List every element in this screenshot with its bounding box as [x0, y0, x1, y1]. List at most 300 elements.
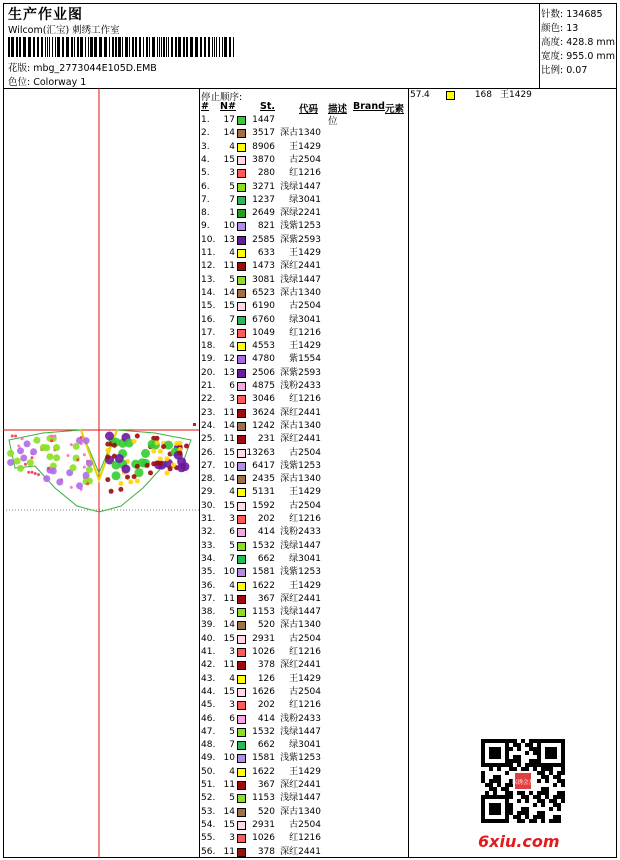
row-stitches: 126 [257, 673, 275, 684]
row-index: 22. [201, 394, 216, 405]
row-needle: 1 [229, 208, 235, 219]
col-header-brand: Brand [353, 101, 385, 112]
row-stitches: 1473 [252, 261, 275, 272]
row-needle: 4 [229, 248, 235, 258]
row-stitches: 1447 [252, 115, 275, 125]
row-needle: 4 [229, 673, 235, 684]
row-stitches: 821 [257, 221, 275, 232]
row-needle: 5 [229, 793, 235, 804]
design-name: 花版: mbg_2773044E105D.EMB [8, 63, 157, 74]
row-code: 深红2441 [280, 261, 321, 272]
row-code: 浅绿1447 [280, 793, 321, 804]
row-index: 34. [201, 553, 216, 564]
row-needle: 15 [223, 301, 235, 312]
row-code: 红1216 [289, 514, 321, 524]
row-needle: 6 [229, 527, 235, 538]
color-swatch [446, 91, 455, 100]
row-needle: 15 [223, 154, 235, 165]
row-stitches: 633 [257, 248, 275, 258]
row-index: 39. [201, 620, 216, 631]
row-index: 1. [201, 115, 210, 125]
row-stitches: 2435 [252, 474, 275, 485]
row-stitches: 6417 [252, 460, 275, 471]
table-row [199, 606, 409, 619]
row-index: 15. [201, 301, 216, 312]
row-stitches: 231 [257, 434, 275, 445]
row-stitches: 2585 [252, 234, 275, 245]
row-stitches: 1049 [252, 327, 275, 338]
table-row [199, 114, 409, 127]
table-row [199, 540, 409, 553]
row-code: 绿3041 [289, 553, 321, 564]
row-code: 深紫2593 [280, 367, 321, 378]
meta-stitches: 针数: 134685 [541, 9, 603, 20]
row-code: 紫1554 [289, 354, 321, 365]
row-code: 浅紫1253 [280, 221, 321, 232]
table-row [199, 500, 409, 513]
row-code: 浅粉2433 [280, 713, 321, 724]
table-row [199, 380, 409, 393]
row-index: 21. [201, 381, 216, 391]
row-needle: 14 [223, 287, 235, 298]
row-index: 52. [201, 793, 216, 804]
barcode [8, 37, 234, 57]
row-index: 35. [201, 567, 216, 578]
row-code: 王1429 [289, 766, 321, 777]
table-row [199, 194, 409, 207]
qr-code [481, 739, 565, 823]
table-row [199, 619, 409, 632]
row-index: 3. [201, 141, 210, 152]
qr-seal-text: 以绣会友 [511, 779, 535, 786]
row-code: 深古1340 [280, 620, 321, 631]
row-needle: 6 [229, 381, 235, 391]
table-row [199, 526, 409, 539]
col-header-stitches: St. [260, 101, 275, 112]
row-code: 浅绿1447 [280, 540, 321, 551]
row-stitches: 378 [257, 846, 275, 857]
row-stitches: 1242 [252, 420, 275, 431]
row-stitches: 367 [257, 593, 275, 604]
row-stitches: 13263 [246, 447, 275, 458]
row-needle: 4 [229, 766, 235, 777]
flower-pattern [7, 432, 189, 494]
row-index: 44. [201, 686, 216, 697]
row-code: 深古1340 [280, 420, 321, 431]
row-code: 浅紫1253 [280, 460, 321, 471]
table-row [199, 314, 409, 327]
table-row [199, 234, 409, 247]
row-stitches: 6190 [252, 301, 275, 312]
row-index: 23. [201, 407, 216, 418]
stop-sequence-title: 停止顺序: [201, 92, 243, 103]
row-needle: 11 [223, 780, 235, 790]
row-needle: 11 [223, 846, 235, 857]
row-needle: 17 [223, 115, 235, 125]
row-stitches: 1532 [252, 726, 275, 737]
row-code: 绿3041 [289, 194, 321, 205]
col-header-description: 描述 [328, 104, 348, 115]
row-stitches: 202 [257, 700, 275, 711]
meta-colors: 颜色: 13 [541, 23, 579, 34]
meta-divider [539, 3, 540, 88]
table-row [199, 460, 409, 473]
col-header-index: # [201, 101, 209, 112]
row-code: 王1429 [289, 487, 321, 498]
table-row [199, 220, 409, 233]
row-code: 红1216 [289, 700, 321, 711]
row-index: 5. [201, 168, 210, 179]
row-needle: 3 [229, 700, 235, 711]
row-needle: 3 [229, 394, 235, 405]
table-row [199, 513, 409, 526]
row-stitches: 4875 [252, 381, 275, 391]
row-needle: 10 [223, 221, 235, 232]
row-index: 32. [201, 527, 216, 538]
row-code: 浅绿1447 [280, 607, 321, 618]
row-needle: 4 [229, 487, 235, 498]
row-index: 26. [201, 447, 216, 458]
row-needle: 14 [223, 620, 235, 631]
row-index: 25. [201, 434, 216, 445]
row-index: 2. [201, 128, 210, 139]
row-index: 51. [201, 780, 216, 790]
row-code: 古2504 [289, 447, 321, 458]
row-stitches: 1581 [252, 753, 275, 764]
row-stitches: 1532 [252, 540, 275, 551]
row-stitches: 520 [257, 806, 275, 817]
row-index: 28. [201, 474, 216, 485]
table-row [199, 141, 409, 154]
row-index: 29. [201, 487, 216, 498]
row-stitches: 3870 [252, 154, 275, 165]
row-code: 红1216 [289, 394, 321, 405]
row-index: 56. [201, 846, 216, 857]
row-code: 深红2441 [280, 846, 321, 857]
row-index: 13. [201, 274, 216, 285]
row-code: 红1216 [289, 327, 321, 338]
row-code: 深古1340 [280, 128, 321, 139]
row-code: 浅绿1447 [280, 181, 321, 192]
table-row [199, 739, 409, 752]
row-needle: 11 [223, 261, 235, 272]
table-row [199, 593, 409, 606]
row-needle: 11 [223, 660, 235, 671]
row-index: 47. [201, 726, 216, 737]
meta-scale: 比例: 0.07 [541, 65, 588, 76]
row-needle: 7 [229, 314, 235, 325]
table-row [199, 819, 409, 832]
row-needle: 7 [229, 553, 235, 564]
row-needle: 5 [229, 274, 235, 285]
row-needle: 7 [229, 194, 235, 205]
row-stitches: 5131 [252, 487, 275, 498]
row-needle: 6 [229, 713, 235, 724]
row-needle: 5 [229, 726, 235, 737]
row-needle: 10 [223, 567, 235, 578]
row-index: 43. [201, 673, 216, 684]
row-code: 古2504 [289, 819, 321, 830]
table-row [199, 659, 409, 672]
table-row-extra [410, 89, 540, 102]
row-stitches: 1581 [252, 567, 275, 578]
row-stitches: 6523 [252, 287, 275, 298]
row-stitches: 4780 [252, 354, 275, 365]
row-index: 49. [201, 753, 216, 764]
table-row [199, 792, 409, 805]
row-needle: 15 [223, 447, 235, 458]
row-needle: 3 [229, 833, 235, 844]
row-code: 深古1340 [280, 806, 321, 817]
row-stitches: 1592 [252, 500, 275, 511]
row-needle: 15 [223, 500, 235, 511]
row-index: 18. [201, 341, 216, 352]
row-needle: 15 [223, 686, 235, 697]
row-index: 9. [201, 221, 210, 232]
table-row [199, 832, 409, 845]
row-code: 浅绿1447 [280, 726, 321, 737]
row-needle: 5 [229, 540, 235, 551]
row-index: 11. [201, 248, 216, 258]
embroidery-preview [3, 88, 199, 858]
row-needle: 14 [223, 128, 235, 139]
row-code: 红1216 [289, 647, 321, 657]
row-index: 14. [201, 287, 216, 298]
table-row [199, 154, 409, 167]
row-code: 深紫2593 [280, 234, 321, 245]
row-stitches: 2931 [252, 633, 275, 644]
row-needle: 14 [223, 474, 235, 485]
table-row [199, 473, 409, 486]
table-row [199, 726, 409, 739]
row-index: 24. [201, 420, 216, 431]
row-code: 浅粉2433 [280, 527, 321, 538]
row-code: 王1429 [289, 673, 321, 684]
table-row [199, 699, 409, 712]
row-index: 46. [201, 713, 216, 724]
table-row [199, 127, 409, 140]
row-index: 10. [201, 234, 216, 245]
row-code: 王1429 [289, 341, 321, 352]
table-row [199, 806, 409, 819]
colorway: 色位: Colorway 1 [8, 77, 87, 88]
meta-width: 宽度: 955.0 mm [541, 51, 615, 62]
row-needle: 13 [223, 367, 235, 378]
row-code: 深红2441 [280, 780, 321, 790]
table-row [199, 247, 409, 260]
row-code: 浅粉2433 [280, 381, 321, 391]
table-row [199, 420, 409, 433]
table-row [199, 367, 409, 380]
row-stitches: 3624 [252, 407, 275, 418]
page-title: 生产作业图 [8, 7, 83, 23]
row-stitches: 1626 [252, 686, 275, 697]
row-index: 20. [201, 367, 216, 378]
table-row [199, 407, 409, 420]
row-index: 4. [201, 154, 210, 165]
row-code: 深红2441 [280, 407, 321, 418]
row-index: 45. [201, 700, 216, 711]
table-row [199, 447, 409, 460]
row-code: 深古1340 [280, 474, 321, 485]
row-code: 古2504 [289, 301, 321, 312]
company-name: Wilcom(汇宝) 刺绣工作室 [8, 25, 120, 36]
row-needle: 3 [229, 514, 235, 524]
row-index: 7. [201, 194, 210, 205]
row-needle: 10 [223, 460, 235, 471]
row-index: 30. [201, 500, 216, 511]
row-code: 深绿2241 [280, 208, 321, 219]
row-stitches: 202 [257, 514, 275, 524]
table-row [199, 779, 409, 792]
row-index: 6. [201, 181, 210, 192]
table-row [199, 646, 409, 659]
row-needle: 11 [223, 593, 235, 604]
table-row [199, 327, 409, 340]
meta-height: 高度: 428.8 mm [541, 37, 615, 48]
row-stitches: 2649 [252, 208, 275, 219]
row-needle: 3 [229, 168, 235, 179]
row-needle: 15 [223, 633, 235, 644]
table-row [199, 353, 409, 366]
row-stitches: 1026 [252, 647, 275, 657]
row-code: 红1216 [289, 833, 321, 844]
row-index: 12. [201, 261, 216, 272]
row-code: 红1216 [289, 168, 321, 179]
row-stitches: 378 [257, 660, 275, 671]
table-row [199, 633, 409, 646]
row-code: 深红2441 [280, 434, 321, 445]
row-code: 王1429 [289, 580, 321, 591]
row-needle: 5 [229, 181, 235, 192]
row-code: 古2504 [289, 500, 321, 511]
row-index: 33. [201, 540, 216, 551]
row-needle: 15 [223, 819, 235, 830]
row-needle: 4 [424, 90, 430, 100]
row-code: 深古1340 [280, 287, 321, 298]
row-stitches: 1622 [252, 580, 275, 591]
table-row [199, 766, 409, 779]
table-row [199, 181, 409, 194]
row-index: 40. [201, 633, 216, 644]
row-index: 50. [201, 766, 216, 777]
row-code: 深红2441 [280, 660, 321, 671]
row-stitches: 3271 [252, 181, 275, 192]
row-index: 17. [201, 327, 216, 338]
row-stitches: 520 [257, 620, 275, 631]
row-stitches: 414 [257, 713, 275, 724]
row-index: 54. [201, 819, 216, 830]
row-needle: 7 [229, 740, 235, 751]
row-code: 古2504 [289, 686, 321, 697]
row-index: 42. [201, 660, 216, 671]
col-header-code: 代码 [299, 104, 319, 115]
row-needle: 3 [229, 327, 235, 338]
row-needle: 11 [223, 434, 235, 445]
row-stitches: 662 [257, 740, 275, 751]
row-stitches: 1237 [252, 194, 275, 205]
table-row [199, 207, 409, 220]
row-code: 绿3041 [289, 314, 321, 325]
row-code: 古2504 [289, 633, 321, 644]
row-stitches: 662 [257, 553, 275, 564]
row-code: 王1429 [289, 141, 321, 152]
table-row [199, 673, 409, 686]
row-index: 57. [410, 90, 425, 100]
row-needle: 3 [229, 647, 235, 657]
row-needle: 14 [223, 806, 235, 817]
row-stitches: 1153 [252, 793, 275, 804]
row-stitches: 2931 [252, 819, 275, 830]
row-needle: 10 [223, 753, 235, 764]
row-stitches: 1026 [252, 833, 275, 844]
row-stitches: 414 [257, 527, 275, 538]
table-row [199, 287, 409, 300]
table-row [199, 553, 409, 566]
row-needle: 14 [223, 420, 235, 431]
row-stitches: 1622 [252, 766, 275, 777]
row-code: 深红2441 [280, 593, 321, 604]
row-code: 浅紫1253 [280, 567, 321, 578]
row-stitches: 4553 [252, 341, 275, 352]
table-row [199, 713, 409, 726]
row-index: 27. [201, 460, 216, 471]
table-row [199, 752, 409, 765]
row-needle: 13 [223, 234, 235, 245]
table-row [199, 486, 409, 499]
row-needle: 12 [223, 354, 235, 365]
row-stitches: 1153 [252, 607, 275, 618]
row-index: 53. [201, 806, 216, 817]
row-needle: 11 [223, 407, 235, 418]
row-index: 41. [201, 647, 216, 657]
row-code: 浅绿1447 [280, 274, 321, 285]
row-index: 19. [201, 354, 216, 365]
table-row [199, 846, 409, 859]
row-index: 55. [201, 833, 216, 844]
table-row [199, 300, 409, 313]
row-index: 16. [201, 314, 216, 325]
row-stitches: 2506 [252, 367, 275, 378]
table-row [199, 580, 409, 593]
row-code: 古2504 [289, 154, 321, 165]
row-stitches: 367 [257, 780, 275, 790]
row-index: 48. [201, 740, 216, 751]
table-row [199, 274, 409, 287]
row-code: 浅紫1253 [280, 753, 321, 764]
description-suffix: 位 [328, 116, 338, 127]
row-stitches: 3046 [252, 394, 275, 405]
row-index: 8. [201, 208, 210, 219]
row-code: 王1429 [289, 248, 321, 258]
row-index: 36. [201, 580, 216, 591]
row-code: 绿3041 [289, 740, 321, 751]
table-row [199, 260, 409, 273]
col-header-element: 元素 [385, 104, 405, 115]
table-row [199, 566, 409, 579]
row-stitches: 3517 [252, 128, 275, 139]
table-row [199, 433, 409, 446]
row-index: 31. [201, 514, 216, 524]
row-needle: 4 [229, 580, 235, 591]
table-row [199, 393, 409, 406]
row-stitches: 280 [257, 168, 275, 179]
row-needle: 5 [229, 607, 235, 618]
row-needle: 4 [229, 141, 235, 152]
row-stitches: 8906 [252, 141, 275, 152]
watermark: 6xiu.com [478, 832, 560, 851]
row-index: 37. [201, 593, 216, 604]
